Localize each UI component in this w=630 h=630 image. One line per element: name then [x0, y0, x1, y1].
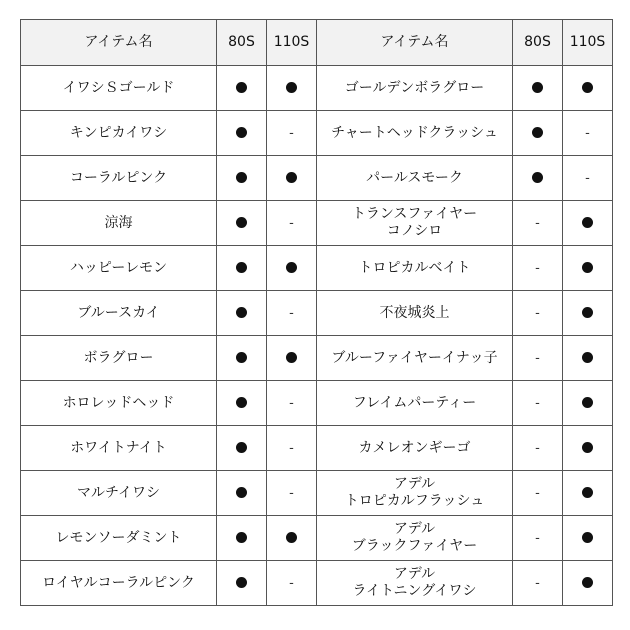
item-name-line: ボラグロー: [83, 349, 154, 366]
item-name-line: フレイムパーティー: [352, 394, 477, 411]
avail-80s-left-cell: [217, 246, 267, 291]
available-dot-icon: [236, 172, 247, 183]
item-name-line: パールスモーク: [366, 169, 463, 186]
item-name-left-cell: [21, 516, 217, 561]
avail-80s-left-cell: [217, 516, 267, 561]
avail-80s-left-cell: [217, 66, 267, 111]
unavailable-dash: -: [585, 125, 590, 141]
avail-80s-left-cell: [217, 291, 267, 336]
avail-110s-right-cell: [563, 291, 613, 336]
item-name-line: トロピカルフラッシュ: [344, 493, 485, 509]
item-name-line: コノシロ: [386, 223, 443, 239]
available-dot-icon: [582, 487, 593, 498]
avail-80s-right-cell: [513, 156, 563, 201]
table-row: [21, 246, 613, 291]
avail-110s-right-cell: [563, 381, 613, 426]
available-dot-icon: [582, 307, 593, 318]
avail-110s-right-cell: [563, 336, 613, 381]
available-dot-icon: [236, 532, 247, 543]
unavailable-dash: -: [289, 215, 294, 231]
available-dot-icon: [582, 442, 593, 453]
avail-80s-left-cell: [217, 561, 267, 606]
item-name-line: ハッピーレモン: [69, 259, 168, 276]
item-name-line: キンピカイワシ: [69, 124, 168, 141]
available-dot-icon: [582, 352, 593, 363]
item-name-line: アデル: [393, 476, 436, 492]
available-dot-icon: [582, 532, 593, 543]
unavailable-dash: -: [585, 170, 590, 186]
header-80s-left: 80S: [217, 20, 267, 66]
table-row: [21, 291, 613, 336]
item-name-left-cell: [21, 111, 217, 156]
item-name-line: ホワイトナイト: [70, 439, 167, 456]
avail-110s-right-cell: [563, 201, 613, 246]
avail-80s-left-cell: [217, 336, 267, 381]
available-dot-icon: [582, 217, 593, 228]
available-dot-icon: [582, 577, 593, 588]
unavailable-dash: -: [289, 485, 294, 501]
avail-110s-left-cell: [267, 291, 317, 336]
unavailable-dash: -: [289, 395, 294, 411]
avail-80s-right-cell: [513, 111, 563, 156]
table-row: [21, 336, 613, 381]
item-name-line: ブルーファイヤーイナッ子: [331, 349, 498, 366]
available-dot-icon: [236, 487, 247, 498]
item-name-right-cell: [317, 111, 513, 156]
header-110s-left: 110S: [267, 20, 317, 66]
item-name-line: レモンソーダミント: [55, 529, 182, 546]
unavailable-dash: -: [535, 395, 540, 411]
item-name-right-cell: [317, 471, 513, 516]
available-dot-icon: [236, 307, 247, 318]
header-row: [21, 20, 613, 66]
unavailable-dash: -: [535, 305, 540, 321]
avail-80s-right-cell: [513, 471, 563, 516]
avail-80s-right-cell: [513, 246, 563, 291]
avail-110s-left-cell: [267, 471, 317, 516]
avail-80s-right-cell: [513, 201, 563, 246]
available-dot-icon: [236, 442, 247, 453]
available-dot-icon: [286, 532, 297, 543]
avail-80s-right-cell: [513, 561, 563, 606]
item-name-left-cell: [21, 426, 217, 471]
unavailable-dash: -: [535, 530, 540, 546]
item-name-left-cell: [21, 66, 217, 111]
avail-80s-left-cell: [217, 156, 267, 201]
available-dot-icon: [236, 352, 247, 363]
item-name-right-cell: [317, 336, 513, 381]
item-name-line: ブルースカイ: [77, 304, 160, 321]
available-dot-icon: [532, 127, 543, 138]
avail-110s-right-cell: [563, 471, 613, 516]
available-dot-icon: [236, 262, 247, 273]
available-dot-icon: [236, 217, 247, 228]
item-name-line: ブラックファイヤー: [351, 538, 478, 554]
available-dot-icon: [532, 82, 543, 93]
available-dot-icon: [286, 172, 297, 183]
item-name-right-cell: [317, 156, 513, 201]
available-dot-icon: [286, 352, 297, 363]
avail-80s-left-cell: [217, 111, 267, 156]
avail-110s-right-cell: [563, 156, 613, 201]
avail-110s-left-cell: [267, 336, 317, 381]
table-row: [21, 561, 613, 606]
item-name-line: イワシＳゴールド: [62, 79, 175, 96]
item-name-left-cell: [21, 156, 217, 201]
item-name-left-cell: [21, 201, 217, 246]
item-name-left-cell: [21, 291, 217, 336]
item-name-line: ゴールデンボラグロー: [344, 79, 485, 96]
avail-110s-right-cell: [563, 246, 613, 291]
avail-110s-left-cell: [267, 201, 317, 246]
unavailable-dash: -: [535, 350, 540, 366]
table-row: [21, 426, 613, 471]
table-row: [21, 201, 613, 246]
avail-80s-left-cell: [217, 381, 267, 426]
unavailable-dash: -: [289, 440, 294, 456]
header-item-name-left: アイテム名: [21, 20, 217, 66]
avail-80s-right-cell: [513, 66, 563, 111]
color-availability-table: [20, 19, 613, 606]
avail-110s-left-cell: [267, 156, 317, 201]
header-80s-right: 80S: [513, 20, 563, 66]
color-table-wrapper: [20, 19, 613, 606]
item-name-right-cell: [317, 561, 513, 606]
available-dot-icon: [236, 577, 247, 588]
item-name-line: コーラルピンク: [69, 169, 168, 186]
item-name-left-cell: [21, 471, 217, 516]
item-name-line: 不夜城炎上: [379, 304, 450, 321]
unavailable-dash: -: [535, 440, 540, 456]
available-dot-icon: [236, 82, 247, 93]
table-row: [21, 111, 613, 156]
table-row: [21, 66, 613, 111]
table-row: [21, 516, 613, 561]
available-dot-icon: [582, 262, 593, 273]
item-name-line: チャートヘッドクラッシュ: [331, 124, 498, 141]
available-dot-icon: [286, 82, 297, 93]
unavailable-dash: -: [535, 575, 540, 591]
avail-110s-left-cell: [267, 66, 317, 111]
avail-80s-right-cell: [513, 291, 563, 336]
item-name-right-cell: [317, 516, 513, 561]
item-name-right-cell: [317, 381, 513, 426]
header-item-name-right: アイテム名: [317, 20, 513, 66]
item-name-right-cell: [317, 246, 513, 291]
avail-80s-right-cell: [513, 381, 563, 426]
avail-110s-left-cell: [267, 426, 317, 471]
available-dot-icon: [582, 82, 593, 93]
item-name-line: トランスファイヤー: [351, 206, 478, 222]
item-name-right-cell: [317, 426, 513, 471]
avail-80s-left-cell: [217, 426, 267, 471]
avail-110s-right-cell: [563, 66, 613, 111]
avail-80s-left-cell: [217, 201, 267, 246]
item-name-right-cell: [317, 201, 513, 246]
avail-80s-right-cell: [513, 426, 563, 471]
item-name-left-cell: [21, 336, 217, 381]
avail-80s-right-cell: [513, 516, 563, 561]
available-dot-icon: [236, 127, 247, 138]
item-name-right-cell: [317, 291, 513, 336]
item-name-left-cell: [21, 381, 217, 426]
item-name-line: アデル: [393, 521, 436, 537]
available-dot-icon: [532, 172, 543, 183]
table-row: [21, 471, 613, 516]
item-name-line: ライトニングイワシ: [352, 583, 477, 599]
avail-110s-left-cell: [267, 381, 317, 426]
available-dot-icon: [236, 397, 247, 408]
item-name-line: トロピカルベイト: [358, 259, 471, 276]
table-body: [21, 66, 613, 606]
unavailable-dash: -: [535, 215, 540, 231]
item-name-line: アデル: [393, 566, 436, 582]
item-name-line: ロイヤルコーラルピンク: [42, 574, 195, 591]
item-name-right-cell: [317, 66, 513, 111]
item-name-line: ホロレッドヘッド: [62, 394, 175, 411]
avail-110s-left-cell: [267, 516, 317, 561]
avail-110s-right-cell: [563, 516, 613, 561]
available-dot-icon: [286, 262, 297, 273]
item-name-line: マルチイワシ: [76, 484, 161, 501]
item-name-left-cell: [21, 561, 217, 606]
item-name-line: 涼海: [104, 214, 133, 231]
avail-110s-left-cell: [267, 246, 317, 291]
unavailable-dash: -: [289, 575, 294, 591]
item-name-left-cell: [21, 246, 217, 291]
header-110s-right: 110S: [563, 20, 613, 66]
avail-110s-left-cell: [267, 111, 317, 156]
unavailable-dash: -: [535, 260, 540, 276]
unavailable-dash: -: [289, 125, 294, 141]
table-row: [21, 156, 613, 201]
unavailable-dash: -: [289, 305, 294, 321]
avail-110s-left-cell: [267, 561, 317, 606]
avail-110s-right-cell: [563, 561, 613, 606]
avail-110s-right-cell: [563, 111, 613, 156]
table-row: [21, 381, 613, 426]
avail-80s-left-cell: [217, 471, 267, 516]
avail-80s-right-cell: [513, 336, 563, 381]
item-name-line: カメレオンギーゴ: [358, 439, 471, 456]
avail-110s-right-cell: [563, 426, 613, 471]
available-dot-icon: [582, 397, 593, 408]
unavailable-dash: -: [535, 485, 540, 501]
